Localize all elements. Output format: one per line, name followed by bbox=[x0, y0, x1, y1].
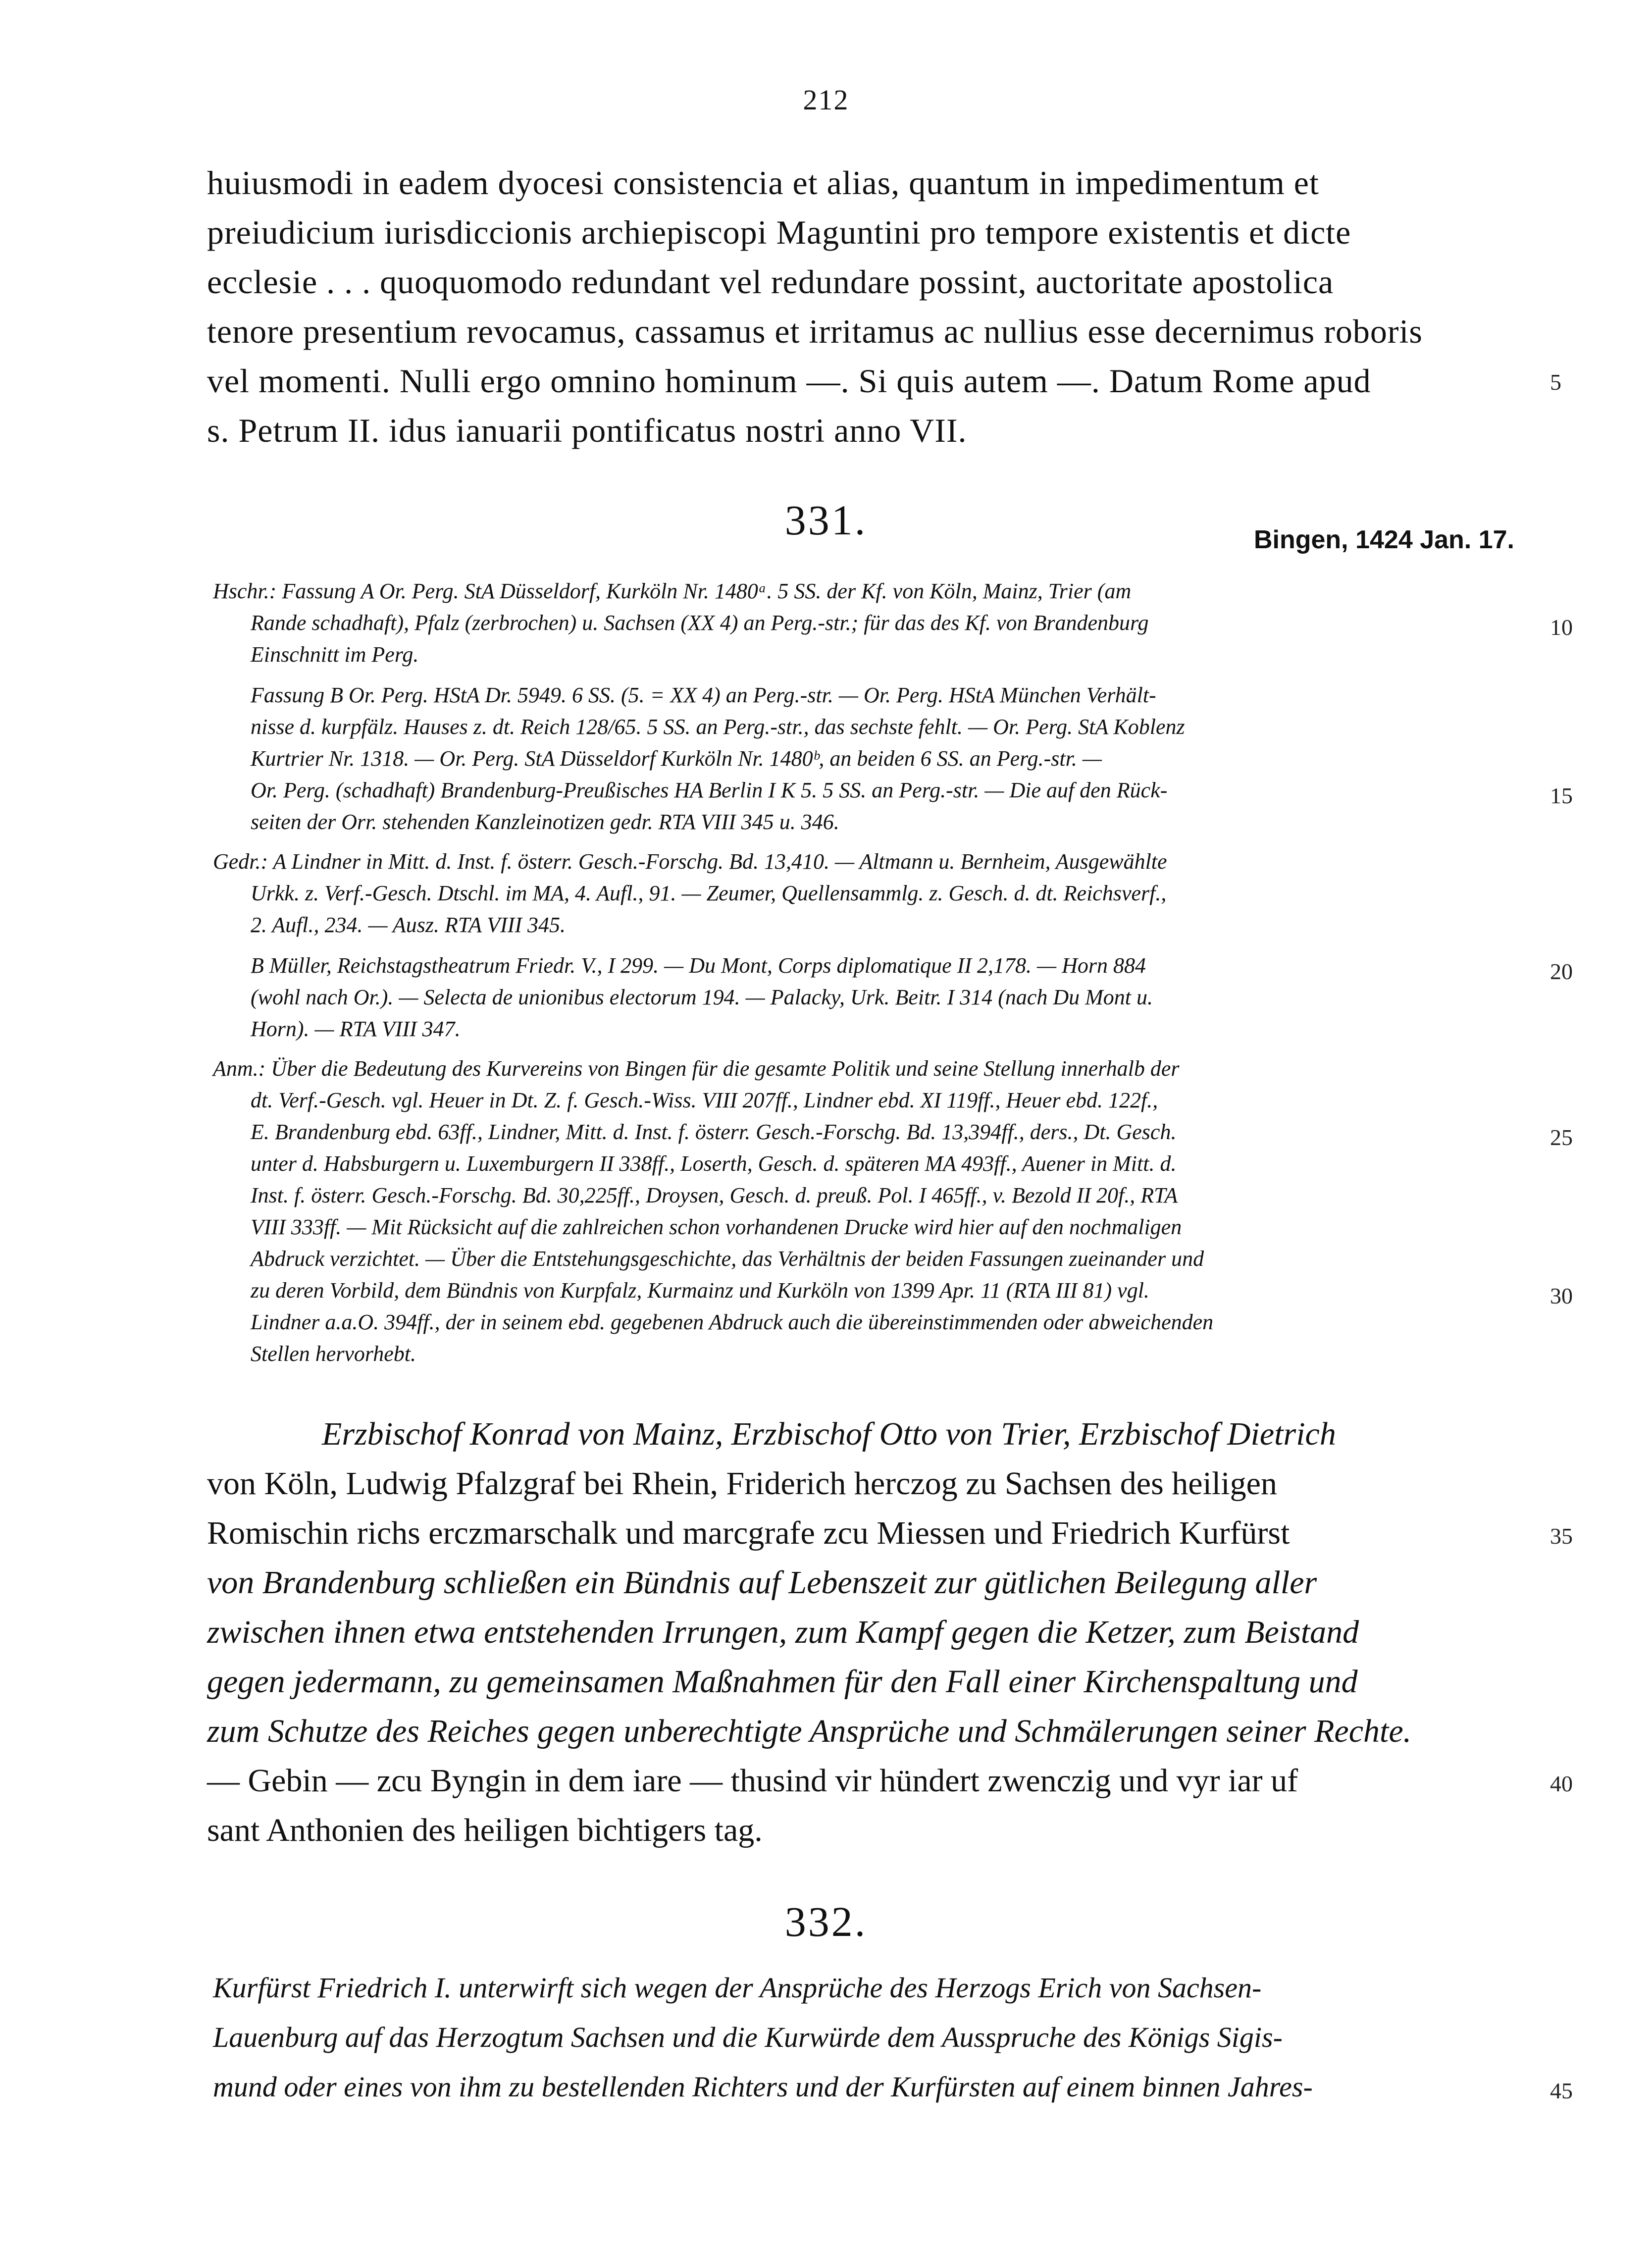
text-line: huiusmodi in eadem dyocesi consistencia et alias, quantum in impedimentum et bbox=[207, 164, 1319, 202]
margin-line-number: 10 bbox=[1550, 615, 1573, 640]
margin-line-number: 20 bbox=[1550, 959, 1573, 984]
summary-line: Kurfürst Friedrich I. unterwirft sich wegen der Ansprüche des Herzogs Erich von Sachsen- bbox=[213, 1972, 1262, 2004]
note-line: Gedr.: A Lindner in Mitt. d. Inst. f. österr. Gesch.-Forschg. Bd. 13,410. — Altmann u. Bernheim, Ausgewählte bbox=[213, 849, 1167, 874]
regest-line: zum Schutze des Reiches gegen unberechtigte Ansprüche und Schmälerungen seiner Rechte. bbox=[207, 1713, 1412, 1749]
note-line: dt. Verf.-Gesch. vgl. Heuer in Dt. Z. f. Gesch.-Wiss. VIII 207ff., Lindner ebd. XI 119ff., Heuer ebd. 122f., bbox=[251, 1088, 1158, 1112]
note-line: 2. Aufl., 234. — Ausz. RTA VIII 345. bbox=[251, 913, 566, 937]
margin-line-number: 15 bbox=[1550, 783, 1573, 808]
margin-line-number: 5 bbox=[1550, 369, 1561, 395]
note-line: Stellen hervorhebt. bbox=[251, 1342, 416, 1366]
note-line: B Müller, Reichstagstheatrum Friedr. V., I 299. — Du Mont, Corps diplomatique II 2,178. — Horn 884 bbox=[251, 953, 1146, 978]
regest-line: Romischin richs erczmarschalk und marcgrafe zcu Miessen und Friedrich Kurfürst bbox=[207, 1515, 1290, 1551]
note-line: seiten der Orr. stehenden Kanzleinotizen gedr. RTA VIII 345 u. 346. bbox=[251, 810, 839, 834]
regest-line: Erzbischof Konrad von Mainz, Erzbischof Otto von Trier, Erzbischof Dietrich bbox=[322, 1416, 1336, 1452]
document-number-332: 332. bbox=[784, 1898, 868, 1945]
note-line: Hschr.: Fassung A Or. Perg. StA Düsseldorf, Kurköln Nr. 1480ᵃ. 5 SS. der Kf. von Köln, Mainz, Trier (am bbox=[213, 579, 1132, 603]
regest-line: gegen jedermann, zu gemeinsamen Maßnahmen für den Fall einer Kirchenspaltung und bbox=[207, 1664, 1358, 1700]
note-line: Urkk. z. Verf.-Gesch. Dtschl. im MA, 4. Aufl., 91. — Zeumer, Quellensammlg. z. Gesch. d. dt. Reichsverf., bbox=[251, 881, 1167, 905]
note-line: unter d. Habsburgern u. Luxemburgern II 338ff., Loserth, Gesch. d. späteren MA 493ff., Auener in Mitt. d. bbox=[251, 1151, 1177, 1176]
text-line: s. Petrum II. idus ianuarii pontificatus nostri anno VII. bbox=[207, 412, 967, 449]
margin-line-number: 40 bbox=[1550, 1771, 1573, 1796]
margin-line-number: 30 bbox=[1550, 1283, 1573, 1308]
note-line: Rande schadhaft), Pfalz (zerbrochen) u. Sachsen (XX 4) an Perg.-str.; für das des Kf. von Brandenburg bbox=[251, 611, 1149, 635]
note-line: E. Brandenburg ebd. 63ff., Lindner, Mitt. d. Inst. f. österr. Gesch.-Forschg. Bd. 13,394ff., ders., Dt. Gesch. bbox=[251, 1120, 1177, 1144]
note-line: Lindner a.a.O. 394ff., der in seinem ebd. gegebenen Abdruck auch die übereinstimmenden oder abweichenden bbox=[251, 1310, 1214, 1334]
regest-line: — Gebin — zcu Byngin in dem iare — thusind vir hündert zwenczig und vyr iar uf bbox=[207, 1763, 1298, 1799]
note-line: (wohl nach Or.). — Selecta de unionibus electorum 194. — Palacky, Urk. Beitr. I 314 (nach Du Mont u. bbox=[251, 985, 1153, 1009]
note-line: Abdruck verzichtet. — Über die Entstehungsgeschichte, das Verhältnis der beiden Fassungen zueinander und bbox=[251, 1247, 1204, 1271]
text-line: tenore presentium revocamus, cassamus et irritamus ac nullius esse decernimus roboris bbox=[207, 313, 1423, 350]
text-line: preiudicium iurisdiccionis archiepiscopi Maguntini pro tempore existentis et dicte bbox=[207, 213, 1351, 251]
note-line: zu deren Vorbild, dem Bündnis von Kurpfalz, Kurmainz und Kurköln von 1399 Apr. 11 (RTA III 81) vgl. bbox=[251, 1278, 1149, 1303]
regest-line: sant Anthonien des heiligen bichtigers tag. bbox=[207, 1812, 763, 1848]
note-line: Inst. f. österr. Gesch.-Forschg. Bd. 30,225ff., Droysen, Gesch. d. preuß. Pol. I 465ff., v. Bezold II 20f., RTA bbox=[251, 1183, 1178, 1207]
note-line: Anm.: Über die Bedeutung des Kurvereins von Bingen für die gesamte Politik und seine Stellung innerhalb der bbox=[213, 1056, 1180, 1081]
page-number: 212 bbox=[803, 84, 849, 116]
text-line: vel momenti. Nulli ergo omnino hominum —. Si quis autem —. Datum Rome apud bbox=[207, 362, 1371, 400]
margin-line-number: 25 bbox=[1550, 1125, 1573, 1150]
note-line: nisse d. kurpfälz. Hauses z. dt. Reich 128/65. 5 SS. an Perg.-str., das sechste fehlt. — Or. Perg. StA Koblenz bbox=[251, 715, 1185, 739]
note-line: Kurtrier Nr. 1318. — Or. Perg. StA Düsseldorf Kurköln Nr. 1480ᵇ, an beiden 6 SS. an Perg.-str. — bbox=[251, 746, 1102, 771]
margin-line-number: 35 bbox=[1550, 1523, 1573, 1549]
note-line: Fassung B Or. Perg. HStA Dr. 5949. 6 SS. (5. = XX 4) an Perg.-str. — Or. Perg. HStA München Verhält- bbox=[251, 683, 1156, 707]
note-line: VIII 333ff. — Mit Rücksicht auf die zahlreichen schon vorhandenen Drucke wird hier auf den nochmaligen bbox=[251, 1215, 1182, 1239]
summary-line: mund oder eines von ihm zu bestellenden Richters und der Kurfürsten auf einem binnen Jahres- bbox=[213, 2071, 1313, 2103]
note-line: Einschnitt im Perg. bbox=[251, 642, 419, 667]
regest-line: von Brandenburg schließen ein Bündnis auf Lebenszeit zur gütlichen Beilegung aller bbox=[207, 1564, 1317, 1601]
note-line: Or. Perg. (schadhaft) Brandenburg-Preußisches HA Berlin I K 5. 5 SS. an Perg.-str. — Die auf den Rück- bbox=[251, 778, 1168, 802]
note-line: Horn). — RTA VIII 347. bbox=[251, 1017, 461, 1041]
regest-line: von Köln, Ludwig Pfalzgraf bei Rhein, Friderich herczog zu Sachsen des heiligen bbox=[207, 1465, 1277, 1502]
document-number-331: 331. bbox=[784, 496, 868, 544]
summary-line: Lauenburg auf das Herzogtum Sachsen und die Kurwürde dem Ausspruche des Königs Sigis- bbox=[213, 2021, 1283, 2053]
text-line: ecclesie . . . quoquomodo redundant vel redundare possint, auctoritate apostolica bbox=[207, 263, 1334, 301]
regest-line: zwischen ihnen etwa entstehenden Irrungen, zum Kampf gegen die Ketzer, zum Beistand bbox=[207, 1614, 1359, 1650]
dateline-331: Bingen, 1424 Jan. 17. bbox=[1253, 525, 1514, 554]
margin-line-number: 45 bbox=[1550, 2078, 1573, 2103]
